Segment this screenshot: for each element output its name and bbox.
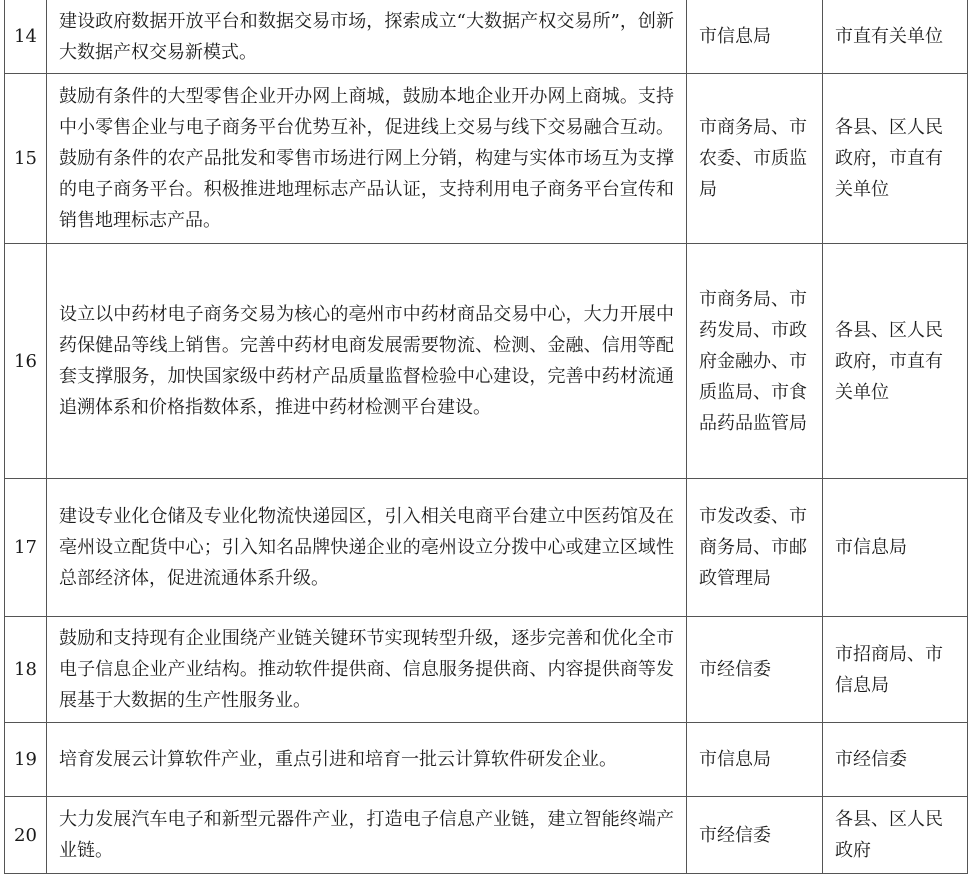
cooperating-unit: 各县、区人民政府，市直有关单位	[823, 74, 968, 244]
table-row	[5, 0, 968, 74]
table-row	[5, 244, 968, 479]
lead-department: 市信息局	[687, 0, 823, 74]
task-description: 建设政府数据开放平台和数据交易市场，探索成立“大数据产权交易所”，创新大数据产权交易新模式。	[47, 0, 687, 74]
row-number: 16	[5, 244, 47, 479]
row-number: 14	[5, 0, 47, 74]
table-row	[5, 479, 968, 617]
cooperating-unit: 市直有关单位	[823, 0, 968, 74]
row-number: 18	[5, 617, 47, 723]
table-row	[5, 74, 968, 244]
row-number: 20	[5, 797, 47, 874]
lead-department: 市信息局	[687, 723, 823, 797]
table-row	[5, 723, 968, 797]
lead-department: 市发改委、市商务局、市邮政管理局	[687, 479, 823, 617]
lead-department: 市经信委	[687, 797, 823, 874]
row-number: 15	[5, 74, 47, 244]
task-description: 建设专业化仓储及专业化物流快递园区，引入相关电商平台建立中医药馆及在亳州设立配货中心；引入知名品牌快递企业的亳州设立分拨中心或建立区域性总部经济体，促进流通体系升级。	[47, 479, 687, 617]
cooperating-unit: 各县、区人民政府，市直有关单位	[823, 244, 968, 479]
task-description: 大力发展汽车电子和新型元器件产业，打造电子信息产业链，建立智能终端产业链。	[47, 797, 687, 874]
lead-department: 市商务局、市农委、市质监局	[687, 74, 823, 244]
task-description: 鼓励有条件的大型零售企业开办网上商城，鼓励本地企业开办网上商城。支持中小零售企业与电子商务平台优势互补，促进线上交易与线下交易融合互动。鼓励有条件的农产品批发和零售市场进行网上分销，构建与实体市场互为支撑的电子商务平台。积极推进地理标志产品认证，支持利用电子商务平台宣传和销售地理标志产品。	[47, 74, 687, 244]
task-description: 培育发展云计算软件产业，重点引进和培育一批云计算软件研发企业。	[47, 723, 687, 797]
cooperating-unit: 市信息局	[823, 479, 968, 617]
lead-department: 市商务局、市药发局、市政府金融办、市质监局、市食品药品监管局	[687, 244, 823, 479]
task-description: 设立以中药材电子商务交易为核心的亳州市中药材商品交易中心，大力开展中药保健品等线上销售。完善中药材电商发展需要物流、检测、金融、信用等配套支撑服务，加快国家级中药材产品质量监督检验中心建设，完善中药材流通追溯体系和价格指数体系，推进中药材检测平台建设。	[47, 244, 687, 479]
cooperating-unit: 市招商局、市信息局	[823, 617, 968, 723]
task-description: 鼓励和支持现有企业围绕产业链关键环节实现转型升级，逐步完善和优化全市电子信息企业产业结构。推动软件提供商、信息服务提供商、内容提供商等发展基于大数据的生产性服务业。	[47, 617, 687, 723]
task-table	[4, 0, 968, 874]
cooperating-unit: 市经信委	[823, 723, 968, 797]
cooperating-unit: 各县、区人民政府	[823, 797, 968, 874]
table-row	[5, 797, 968, 874]
lead-department: 市经信委	[687, 617, 823, 723]
row-number: 17	[5, 479, 47, 617]
row-number: 19	[5, 723, 47, 797]
table-row	[5, 617, 968, 723]
